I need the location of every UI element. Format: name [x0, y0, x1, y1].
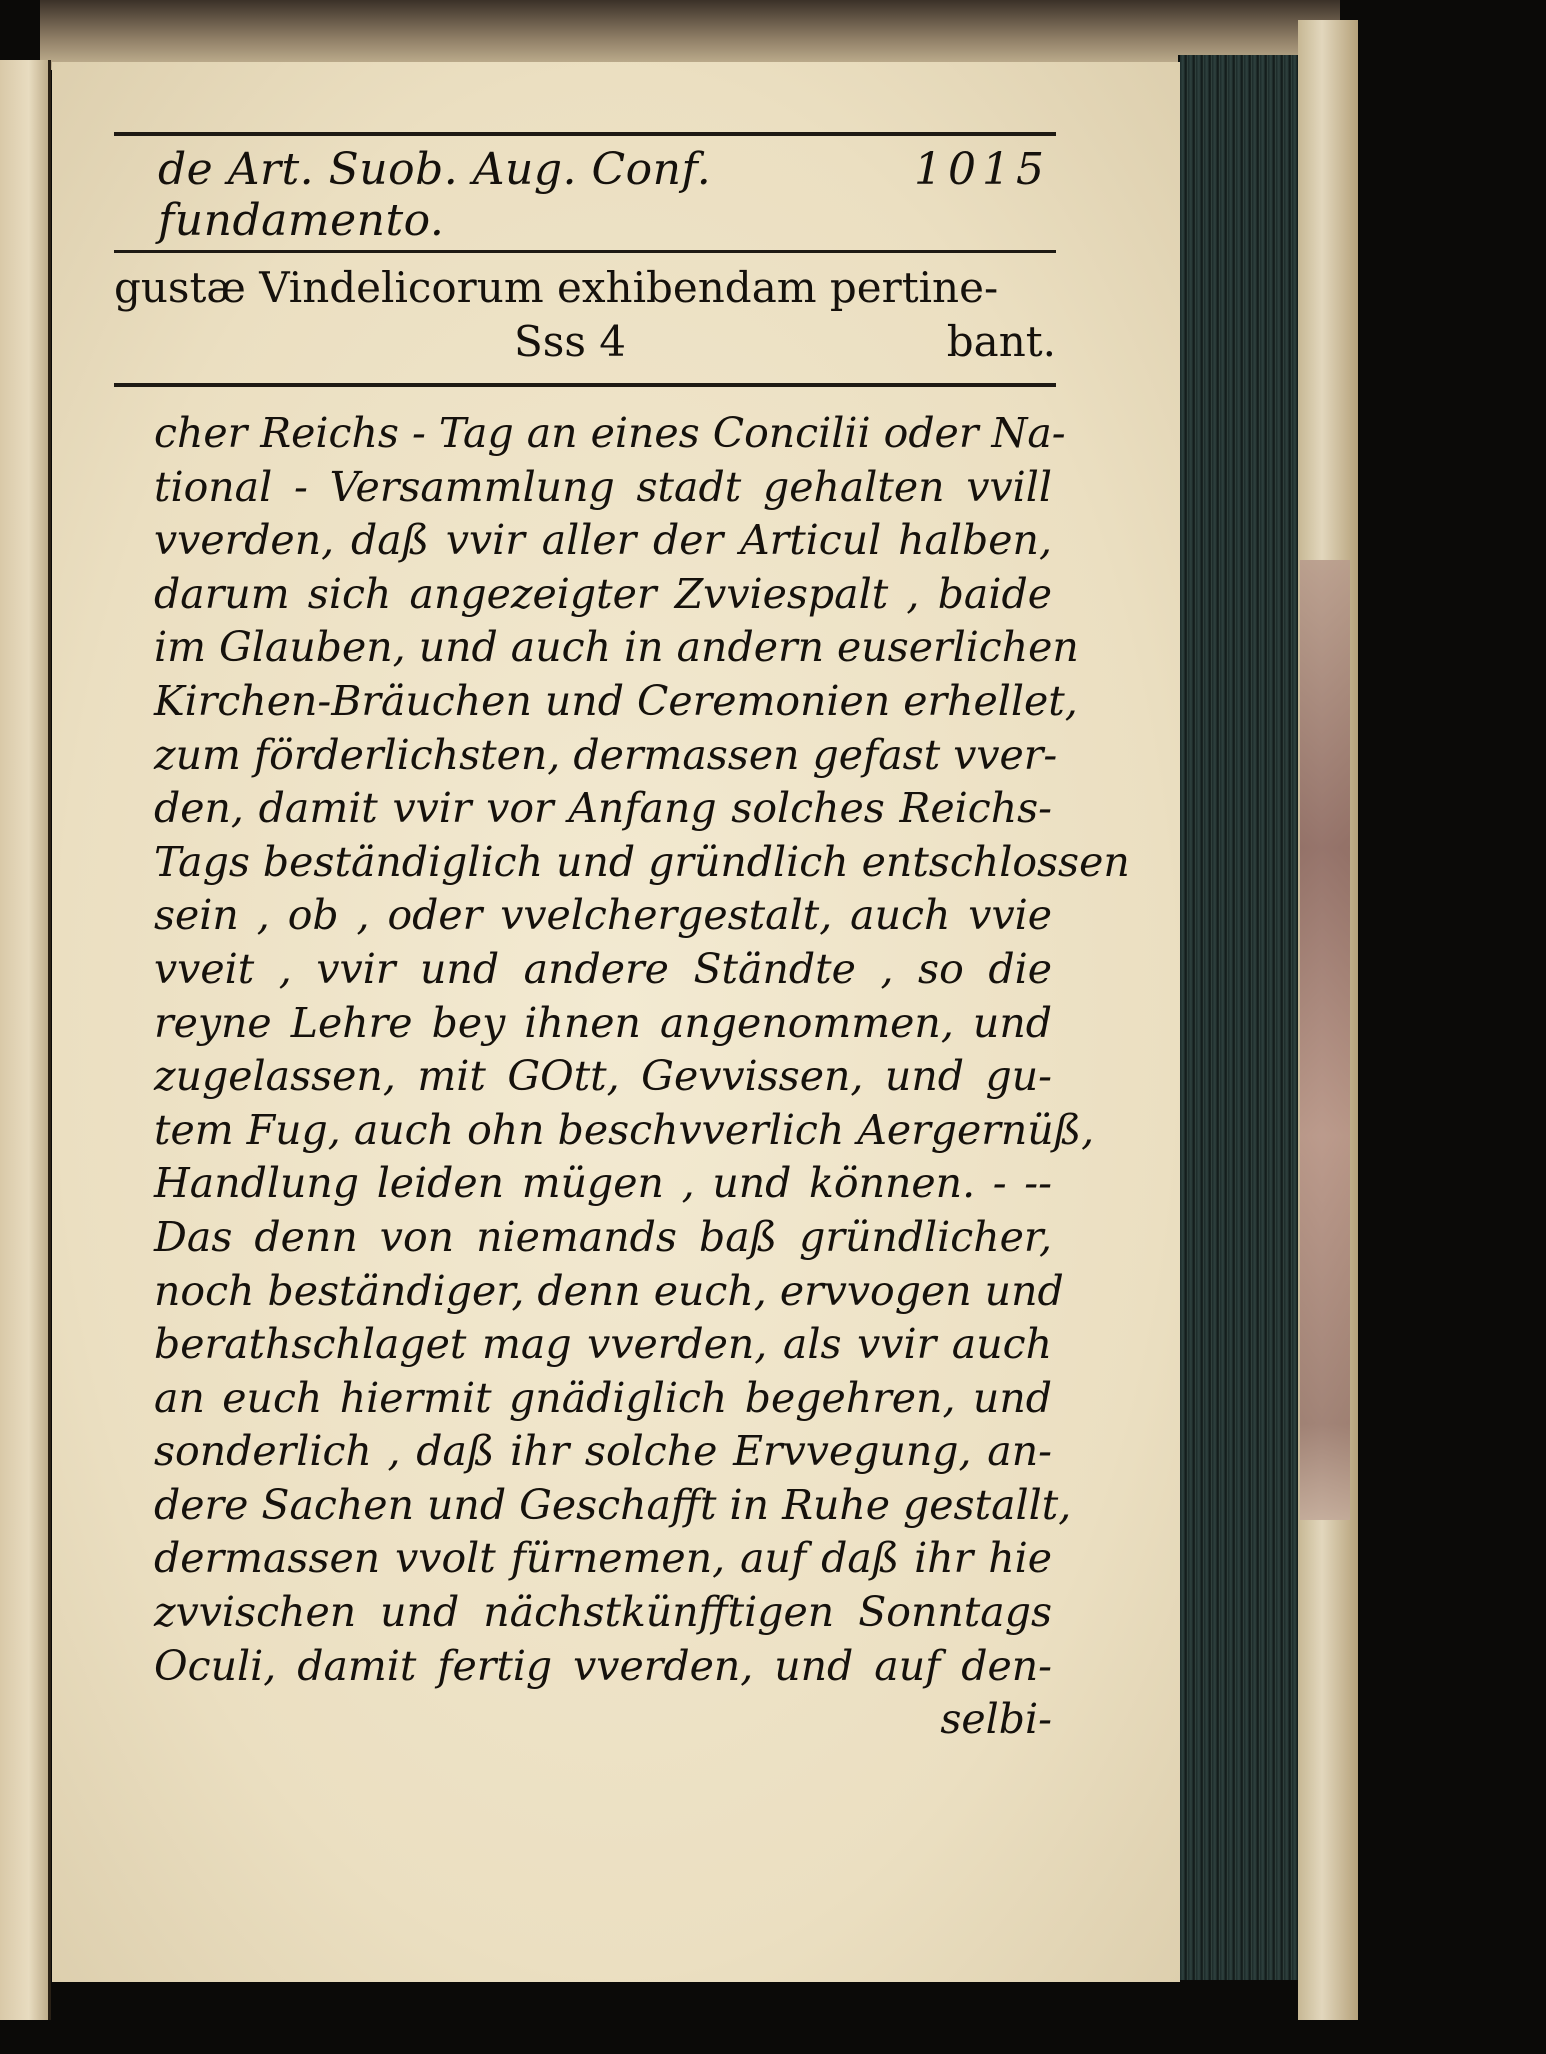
signature-mark: Sss 4	[514, 317, 626, 366]
text-line: Kirchen-Bräuchen und Ceremonien erhellet,	[154, 676, 1078, 725]
text-line: zum förderlichsten, dermassen gefast vver-	[154, 730, 1058, 779]
fragment-footer	[114, 315, 1056, 369]
text-line: Oculi, damit fertig vverden, und auf den-	[154, 1641, 1052, 1690]
text-line: vveit , vvir und andere Ständte , so die	[154, 944, 1052, 993]
running-head-title: de Art. Suob. Aug. Conf. fundamento.	[158, 144, 712, 246]
text-line: dere Sachen und Geschafft in Ruhe gestallt,	[154, 1480, 1072, 1529]
page-block-fore-edge	[1178, 55, 1300, 1980]
facing-page-edge	[0, 60, 51, 2020]
text-line: Das denn von niemands baß gründlicher,	[154, 1212, 1052, 1261]
text-line: tem Fug, auch ohn beschvverlich Aergernüß,	[154, 1105, 1095, 1154]
fragment-line: gustæ Vindelicorum exhibendam pertine-	[114, 263, 999, 312]
cover-stain	[1300, 560, 1350, 1520]
text-line: vverden, daß vvir aller der Articul halben,	[154, 516, 1052, 565]
text-line: berathschlaget mag vverden, als vvir auch	[154, 1320, 1052, 1369]
text-line: im Glauben, und auch in andern euserlichen	[154, 623, 1079, 672]
fragment-catchword: bant.	[946, 317, 1056, 366]
text-line: cher Reichs - Tag an eines Concilii oder Na-	[154, 409, 1066, 457]
text-line: sein , ob , oder vvelchergestalt, auch vvie	[154, 891, 1052, 940]
text-line: tional - Versammlung stadt gehalten vvill	[154, 462, 1052, 511]
text-line: dermassen vvolt fürnemen, auf daß ihr hie	[154, 1534, 1052, 1583]
text-line: reyne Lehre bey ihnen angenommen, und	[154, 998, 1052, 1047]
text-line: Handlung leiden mügen , und können. - --	[154, 1159, 1052, 1208]
book-top-edge	[40, 0, 1340, 70]
text-line: an euch hiermit gnädiglich begehren, und	[154, 1373, 1052, 1422]
text-line: zugelassen, mit GOtt, Gevvissen, und gu-	[154, 1052, 1052, 1101]
text-line: den, damit vvir vor Anfang solches Reichs-	[154, 784, 1052, 833]
body-text	[114, 395, 1130, 1747]
page-content	[114, 132, 1130, 1747]
running-head	[114, 136, 1056, 250]
page-number: 1015	[914, 144, 1050, 195]
text-line: Tags beständiglich und gründlich entschlossen	[154, 837, 1130, 886]
text-line: darum sich angezeigter Zvviespalt , baide	[154, 569, 1052, 618]
book-page	[52, 62, 1180, 1982]
text-line: noch beständiger, denn euch, ervvogen und	[154, 1266, 1064, 1315]
inverted-text-fragment	[114, 253, 1056, 369]
text-line: sonderlich , daß ihr solche Ervvegung, an-	[154, 1427, 1052, 1476]
catchword: selbi-	[940, 1695, 1052, 1744]
body-rule	[114, 383, 1056, 387]
text-line: zvvischen und nächstkünfftigen Sonntags	[154, 1588, 1052, 1637]
